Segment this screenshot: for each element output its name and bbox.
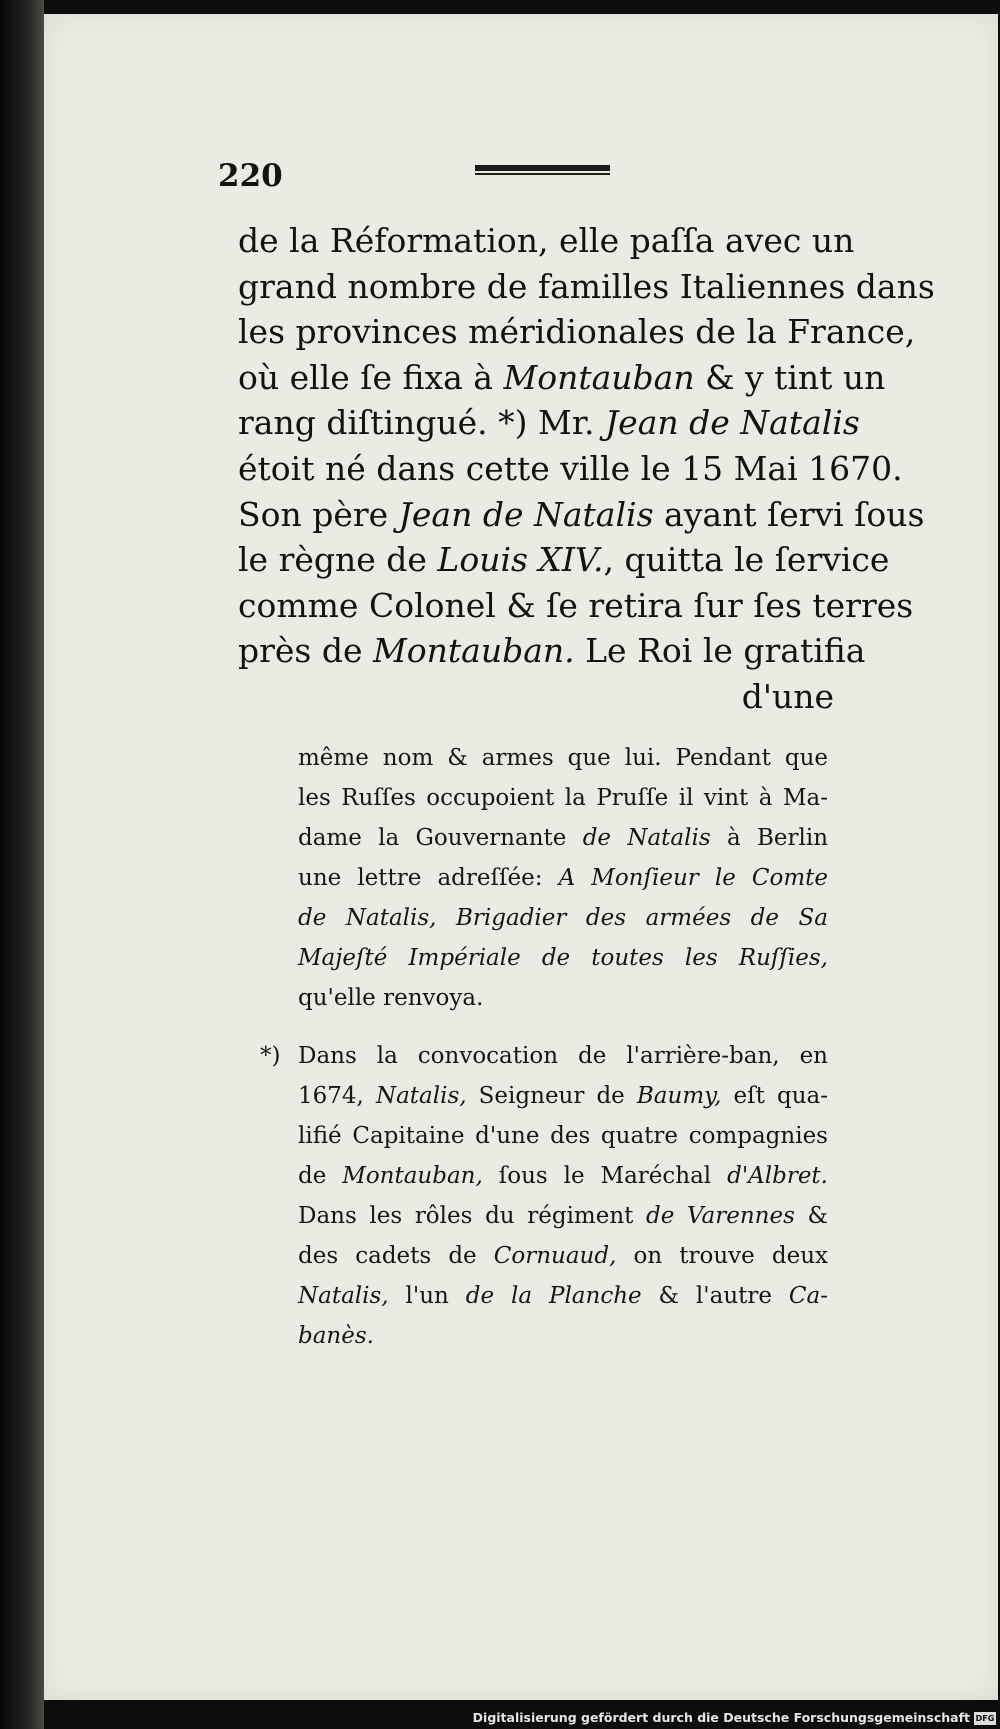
footnote-line: Dans les rôles du régiment de Varennes &	[298, 1203, 829, 1229]
main-text-line: étoit né dans cette ville le 15 Mai 1670.	[238, 448, 903, 488]
footnote-line: 1674, Natalis, Seigneur de Baumy, eſt qua-	[298, 1083, 828, 1109]
footnote-marker: *)	[260, 1043, 281, 1069]
footnote-line: Natalis, l'un de la Planche & l'autre Ca-	[298, 1283, 828, 1309]
main-text-line: comme Colonel & ſe retira ſur ſes terres	[238, 585, 914, 625]
footnote-line: de Montauban, ſous le Maréchal d'Albret.	[298, 1163, 828, 1189]
footnote-continuation	[298, 738, 828, 1018]
footnote-continuation-line: qu'elle renvoya.	[298, 985, 484, 1011]
main-text-line: rang diſtingué. *) Mr. Jean de Natalis	[238, 403, 860, 443]
footnote-continuation-line: même nom & armes que lui. Pendant que	[298, 745, 828, 771]
footnote-line: des cadets de Cornuaud, on trouve deux	[298, 1243, 828, 1269]
main-text-line: grand nombre de familles Italiennes dans	[238, 266, 935, 306]
main-text-line: les provinces méridionales de la France,	[238, 312, 916, 352]
main-text	[238, 218, 935, 720]
footnote-continuation-line: de Natalis, Brigadier des armées de Sa	[298, 905, 828, 931]
footnote-continuation-line: une lettre adreſſée: A Monſieur le Comte	[298, 865, 828, 891]
footnote-line: banès.	[298, 1323, 374, 1349]
footnote-line: lifié Capitaine d'une des quatre compagnies	[298, 1123, 828, 1149]
main-text-line: le règne de Louis XIV., quitta le ſervice	[238, 540, 890, 580]
main-text-line: Son père Jean de Natalis ayant ſervi ſous	[238, 494, 925, 534]
footnote-continuation-line: les Ruſſes occupoient la Pruſſe il vint à Ma-	[298, 785, 828, 811]
header-rule	[475, 165, 610, 175]
footnote-line: Dans la convocation de l'arrière-ban, en	[298, 1043, 828, 1069]
main-text-line: près de Montauban. Le Roi le gratifia	[238, 631, 866, 671]
funding-credit: Digitalisierung gefördert durch die Deutsche Forschungsgemeinschaft	[472, 1710, 970, 1725]
scan-left-edge	[0, 0, 44, 1729]
main-text-line: où elle ſe fixa à Montauban & y tint un	[238, 357, 886, 397]
footnote	[298, 1036, 828, 1356]
footnote-continuation-line: Majeſté Impériale de toutes les Ruſſies,	[298, 945, 828, 971]
main-text-line: de la Réformation, elle paſſa avec un	[238, 221, 855, 260]
dfg-logo: DFG	[975, 1714, 995, 1723]
catchword: d'une	[741, 676, 834, 716]
page-number: 220	[218, 158, 283, 194]
footnote-continuation-line: dame la Gouvernante de Natalis à Berlin	[298, 825, 829, 851]
